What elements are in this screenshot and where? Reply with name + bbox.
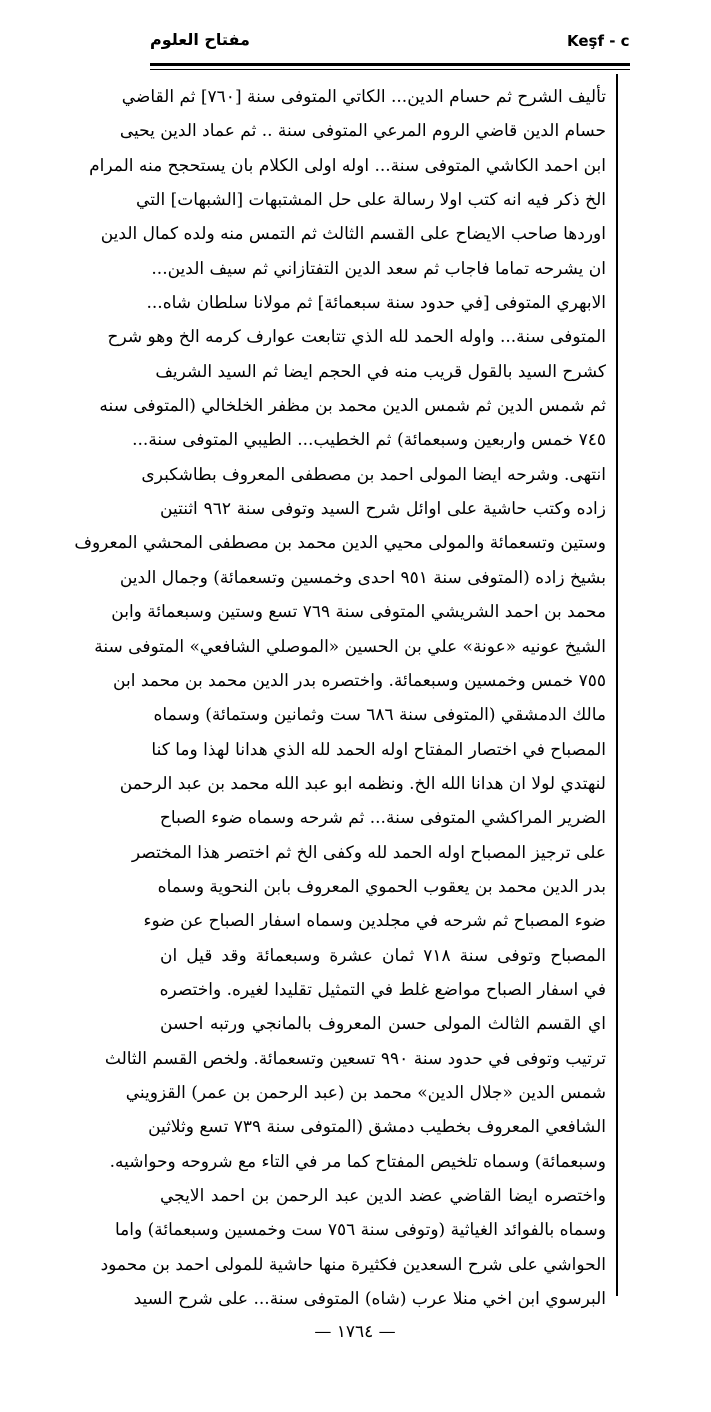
folio-marker: Keşf - c [567,32,630,50]
body-text [74,80,606,1316]
text-line: الحواشي على شرح السعدين فكثيرة منها حاشية للمولى احمد بن محمود [100,1254,606,1275]
text-line: زاده وكتب حاشية على اوائل شرح السيد وتوفى سنة ٩٦٢ اثنتين [160,499,606,520]
text-line: حسام الدين قاضي الروم المرعي المتوفى سنة .. ثم عماد الدين يحيى [119,121,606,142]
text-line: المتوفى سنة... واوله الحمد لله الذي تتابعت عوارف كرمه الخ وهو شرح [107,327,606,348]
text-line: الضرير المراكشي المتوفى سنة... ثم شرحه وسماه ضوء الصباح [159,808,606,829]
text-line: ابن احمد الكاشي المتوفى سنة... اوله اولى الكلام بان يستحجح منه المرام [89,155,606,176]
text-line: وسبعمائة) وسماه تلخيص المفتاح كما مر في التاء مع شروحه وحواشيه. [109,1151,606,1172]
header-rule-thin [150,69,630,70]
text-line: الخ ذكر فيه انه كتب اولا رسالة على حل المشتبهات [الشبهات] التي [136,190,606,211]
text-line: الشيخ عونيه «عونة» علي بن الحسين «الموصلي الشافعي» المتوفى سنة [94,636,606,657]
text-line: وستين وتسعمائة والمولى محيي الدين محمد بن مصطفى المحشي المعروف [74,533,606,554]
text-line: ٧٥٥ خمس وخمسين وسبعمائة. واختصره بدر الدين محمد بن محمد ابن [113,670,606,691]
text-line: الابهري المتوفى [في حدود سنة سبعمائة] ثم مولانا سلطان شاه... [146,293,606,314]
text-line: المصباح في اختصار المفتاح اوله الحمد لله الذي هدانا لهذا وما كنا [151,739,606,760]
text-line: الشافعي المعروف بخطيب دمشق (المتوفى سنة ٧٣٩ تسع وثلاثين [148,1117,606,1138]
text-line: في اسفار الصباح مواضع غلط في التمثيل تقليدا لغيره. واختصره [159,979,606,1000]
text-line: على ترجيز المصباح اوله الحمد لله وكفى الخ ثم اختصر هذا المختصر [131,842,606,863]
text-line: كشرح السيد بالقول قريب منه في الحجم ايضا ثم السيد الشريف [155,361,606,382]
text-line: اي القسم الثالث المولى حسن المعروف بالمانجي ورتبه احسن [160,1014,606,1035]
text-line: لنهتدي لولا ان هدانا الله الخ. ونظمه ابو عبد الله محمد بن عبد الرحمن [119,773,606,794]
text-line: اوردها صاحب الايضاح على القسم الثالث ثم التمس منه ولده كمال الدين [100,224,606,245]
text-line: ٧٤٥ خمس واربعين وسبعمائة) ثم الخطيب... الطيبي المتوفى سنة... [132,430,606,451]
text-line: انتهى. وشرحه ايضا المولى احمد بن مصطفى المعروف بطاشكبرى [141,464,606,485]
text-line: شمس الدين «جلال الدين» محمد بن (عبد الرحمن بن عمر) القزويني [125,1082,606,1103]
text-line: ان يشرحه تماما فاجاب ثم سعد الدين التفتازاني ثم سيف الدين... [151,258,606,279]
text-line: تأليف الشرح ثم حسام الدين... الكاتي المتوفى سنة [٧٦٠] ثم القاضي [121,87,606,107]
running-title: مفتاح العلوم [150,30,250,49]
text-line: ثم شمس الدين ثم شمس الدين محمد بن مظفر الخلخالي (المتوفى سنه [99,396,606,417]
text-line: البرسوي ابن اخي منلا عرب (شاه) المتوفى سنة... على شرح السيد [133,1289,606,1310]
text-line: ترتيب وتوفى في حدود سنة ٩٩٠ تسعين وتسعمائة. ولخص القسم الثالث [104,1048,606,1069]
text-line: بشيخ زاده (المتوفى سنة ٩٥١ احدى وخمسين وتسعمائة) وجمال الدين [119,567,606,588]
text-line: مالك الدمشقي (المتوفى سنة ٦٨٦ ست وثمانين وستمائة) وسماه [153,705,606,726]
text-line: ضوء المصباح ثم شرحه في مجلدين وسماه اسفار الصباح عن ضوء [143,911,606,932]
page-header [150,28,630,62]
page-number: — ١٧٦٤ — [314,1322,396,1342]
margin-rule [616,74,618,1296]
header-rule-thick [150,63,630,66]
text-line: المصباح وتوفى سنة ٧١٨ ثمان عشرة وسبعمائة وقد قيل ان [160,945,606,966]
text-line: وسماه بالفوائد الغياثية (وتوفى سنة ٧٥٦ ست وخمسين وسبعمائة) واما [114,1220,606,1241]
text-line: واختصره ايضا القاضي عضد الدين عبد الرحمن بن احمد الايجي [160,1186,606,1206]
text-line: بدر الدين محمد بن يعقوب الحموي المعروف بابن النحوية وسماه [157,876,606,897]
text-line: محمد بن احمد الشريشي المتوفى سنة ٧٦٩ تسع وستين وسبعمائة وابن [111,602,606,623]
